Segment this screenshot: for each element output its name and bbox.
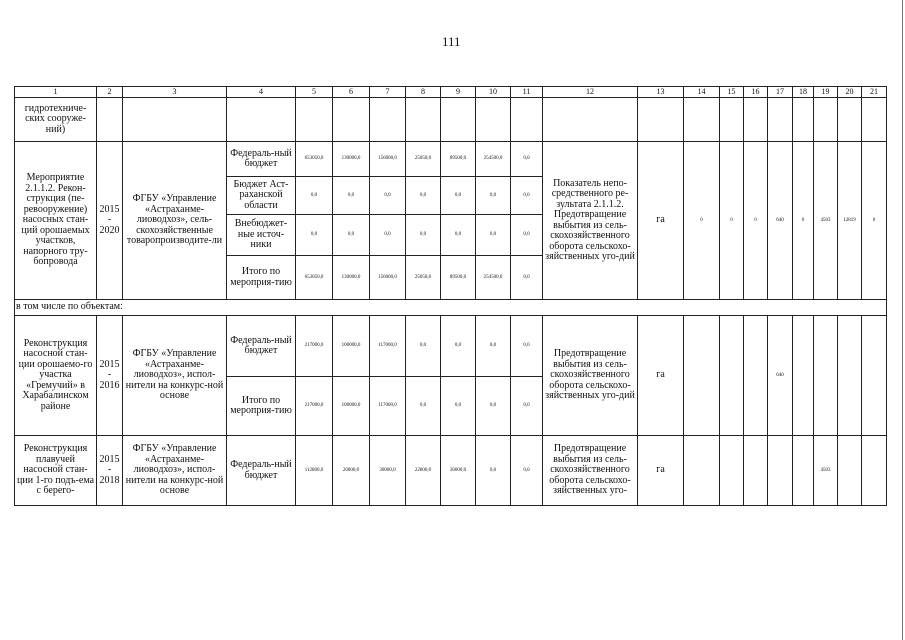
funding-source: Федераль-ный бюджет bbox=[227, 142, 296, 177]
unit-cell: га bbox=[638, 142, 684, 300]
column-number: 15 bbox=[720, 87, 744, 98]
target-cell: 4503 bbox=[814, 436, 838, 506]
amount-cell: 0,0 bbox=[511, 177, 543, 215]
amount-cell: 100000,0 bbox=[333, 316, 370, 377]
funding-source: Федераль-ный бюджет bbox=[227, 436, 296, 506]
target-cell: 0 bbox=[862, 142, 887, 300]
column-number: 17 bbox=[768, 87, 793, 98]
amount-cell: 22800,0 bbox=[406, 436, 441, 506]
column-number: 5 bbox=[296, 87, 333, 98]
column-number: 21 bbox=[862, 87, 887, 98]
object-name: Реконструкция плавучей насосной стан-ции 1-го подъ-ема с берего- bbox=[15, 436, 97, 506]
amount-cell: 0,0 bbox=[476, 316, 511, 377]
amount-cell: 0,0 bbox=[370, 215, 406, 256]
amount-cell: 0,0 bbox=[406, 316, 441, 377]
amount-cell: 0,0 bbox=[441, 177, 476, 215]
unit-cell: га bbox=[638, 316, 684, 436]
target-cell: 640 bbox=[768, 142, 793, 300]
amount-cell: 130000,0 bbox=[333, 256, 370, 300]
unit-cell: га bbox=[638, 436, 684, 506]
amount-cell: 0,0 bbox=[333, 215, 370, 256]
column-number: 9 bbox=[441, 87, 476, 98]
column-number: 8 bbox=[406, 87, 441, 98]
column-number: 20 bbox=[838, 87, 862, 98]
amount-cell: 117000,0 bbox=[370, 377, 406, 436]
measure-years: 2015 - 2020 bbox=[97, 142, 123, 300]
amount-cell: 254500,0 bbox=[476, 256, 511, 300]
column-number: 10 bbox=[476, 87, 511, 98]
amount-cell: 89500,0 bbox=[441, 142, 476, 177]
object-years: 2015 - 2018 bbox=[97, 436, 123, 506]
amount-cell: 0,0 bbox=[296, 177, 333, 215]
object-name: Реконструкция насосной стан-ции орошаемо-го участка «Гремучий» в Харабалинском районе bbox=[15, 316, 97, 436]
amount-cell: 0,0 bbox=[476, 436, 511, 506]
column-number: 16 bbox=[744, 87, 768, 98]
target-cell: 0 bbox=[793, 142, 814, 300]
amount-cell: 653050,0 bbox=[296, 142, 333, 177]
target-cell: 12819 bbox=[838, 142, 862, 300]
amount-cell: 0,0 bbox=[370, 177, 406, 215]
amount-cell: 0,0 bbox=[511, 142, 543, 177]
object-executor: ФГБУ «Управление «Астраханме-лиоводхоз», испол-нители на конкурс-ной основе bbox=[123, 316, 227, 436]
column-number: 2 bbox=[97, 87, 123, 98]
table-row bbox=[15, 436, 887, 506]
amount-cell: 0,0 bbox=[476, 177, 511, 215]
column-number: 18 bbox=[793, 87, 814, 98]
amount-cell: 117000,0 bbox=[370, 316, 406, 377]
amount-cell: 0,0 bbox=[511, 436, 543, 506]
indicator-text: Предотвращение выбытия из сель-скохозяйственного оборота сельскохо-зяйственных уго- bbox=[543, 436, 638, 506]
amount-cell: 156000,0 bbox=[370, 256, 406, 300]
amount-cell: 156000,0 bbox=[370, 142, 406, 177]
funding-source: Внебюджет-ные источ-ники bbox=[227, 215, 296, 256]
amount-cell: 0,0 bbox=[441, 316, 476, 377]
table-row bbox=[15, 316, 887, 377]
object-executor: ФГБУ «Управление «Астраханме-лиоводхоз», испол-нители на конкурс-ной основе bbox=[123, 436, 227, 506]
amount-cell: 0,0 bbox=[476, 377, 511, 436]
measure-name: Мероприятие 2.1.1.2. Рекон-струкция (пе-ревооружение) насосных стан-ций орошаемых участков, напорного тру-бопровода bbox=[15, 142, 97, 300]
target-cell: 640 bbox=[768, 316, 793, 436]
amount-cell: 112800,0 bbox=[296, 436, 333, 506]
amount-cell: 217000,0 bbox=[296, 377, 333, 436]
amount-cell: 0,0 bbox=[511, 377, 543, 436]
column-number: 7 bbox=[370, 87, 406, 98]
amount-cell: 0,0 bbox=[296, 215, 333, 256]
amount-cell: 0,0 bbox=[511, 256, 543, 300]
section-row bbox=[15, 300, 887, 316]
page-number: 111 bbox=[442, 34, 461, 49]
table-row bbox=[15, 142, 887, 177]
column-number-row bbox=[15, 87, 887, 98]
measure-executor: ФГБУ «Управление «Астраханме-лиоводхоз», сель-скохозяйственные товаропроизводите-ли bbox=[123, 142, 227, 300]
amount-cell: 0,0 bbox=[511, 316, 543, 377]
amount-cell: 30000,0 bbox=[441, 436, 476, 506]
indicator-text: Предотвращение выбытия из сель-скохозяйственного оборота сельскохо-зяйственных уго-дий bbox=[543, 316, 638, 436]
amount-cell: 30000,0 bbox=[370, 436, 406, 506]
column-number: 4 bbox=[227, 87, 296, 98]
funding-source: Федераль-ный бюджет bbox=[227, 316, 296, 377]
amount-cell: 20000,0 bbox=[333, 436, 370, 506]
column-number: 19 bbox=[814, 87, 838, 98]
target-cell: 0 bbox=[684, 142, 720, 300]
amount-cell: 0,0 bbox=[333, 177, 370, 215]
column-number: 14 bbox=[684, 87, 720, 98]
continuation-row bbox=[15, 98, 887, 142]
amount-cell: 0,0 bbox=[406, 215, 441, 256]
amount-cell: 254500,0 bbox=[476, 142, 511, 177]
amount-cell: 25050,0 bbox=[406, 256, 441, 300]
column-number: 6 bbox=[333, 87, 370, 98]
amount-cell: 0,0 bbox=[406, 377, 441, 436]
amount-cell: 0,0 bbox=[406, 177, 441, 215]
funding-source: Итого по мероприя-тию bbox=[227, 256, 296, 300]
amount-cell: 25050,0 bbox=[406, 142, 441, 177]
column-number: 13 bbox=[638, 87, 684, 98]
amount-cell: 130000,0 bbox=[333, 142, 370, 177]
target-cell: 4503 bbox=[814, 142, 838, 300]
continuation-text: гидротехниче-ских сооруже-ний) bbox=[15, 98, 97, 142]
column-number: 3 bbox=[123, 87, 227, 98]
indicator-text: Показатель непо-средственного ре-зультата 2.1.1.2. Предотвращение выбытия из сель-скохозяйственного оборота сельскохо-зяйственных уго-дий bbox=[543, 142, 638, 300]
amount-cell: 0,0 bbox=[511, 215, 543, 256]
amount-cell: 0,0 bbox=[476, 215, 511, 256]
column-number: 1 bbox=[15, 87, 97, 98]
amount-cell: 89500,0 bbox=[441, 256, 476, 300]
scan-edge-line bbox=[902, 0, 903, 640]
amount-cell: 217000,0 bbox=[296, 316, 333, 377]
column-number: 12 bbox=[543, 87, 638, 98]
amount-cell: 653050,0 bbox=[296, 256, 333, 300]
object-years: 2015 - 2016 bbox=[97, 316, 123, 436]
amount-cell: 0,0 bbox=[441, 377, 476, 436]
target-cell: 0 bbox=[720, 142, 744, 300]
section-label: в том числе по объектам: bbox=[15, 300, 887, 316]
funding-source: Бюджет Аст-раханской области bbox=[227, 177, 296, 215]
funding-source: Итого по мероприя-тию bbox=[227, 377, 296, 436]
amount-cell: 100000,0 bbox=[333, 377, 370, 436]
amount-cell: 0,0 bbox=[441, 215, 476, 256]
target-cell: 0 bbox=[744, 142, 768, 300]
column-number: 11 bbox=[511, 87, 543, 98]
program-table bbox=[14, 86, 887, 506]
